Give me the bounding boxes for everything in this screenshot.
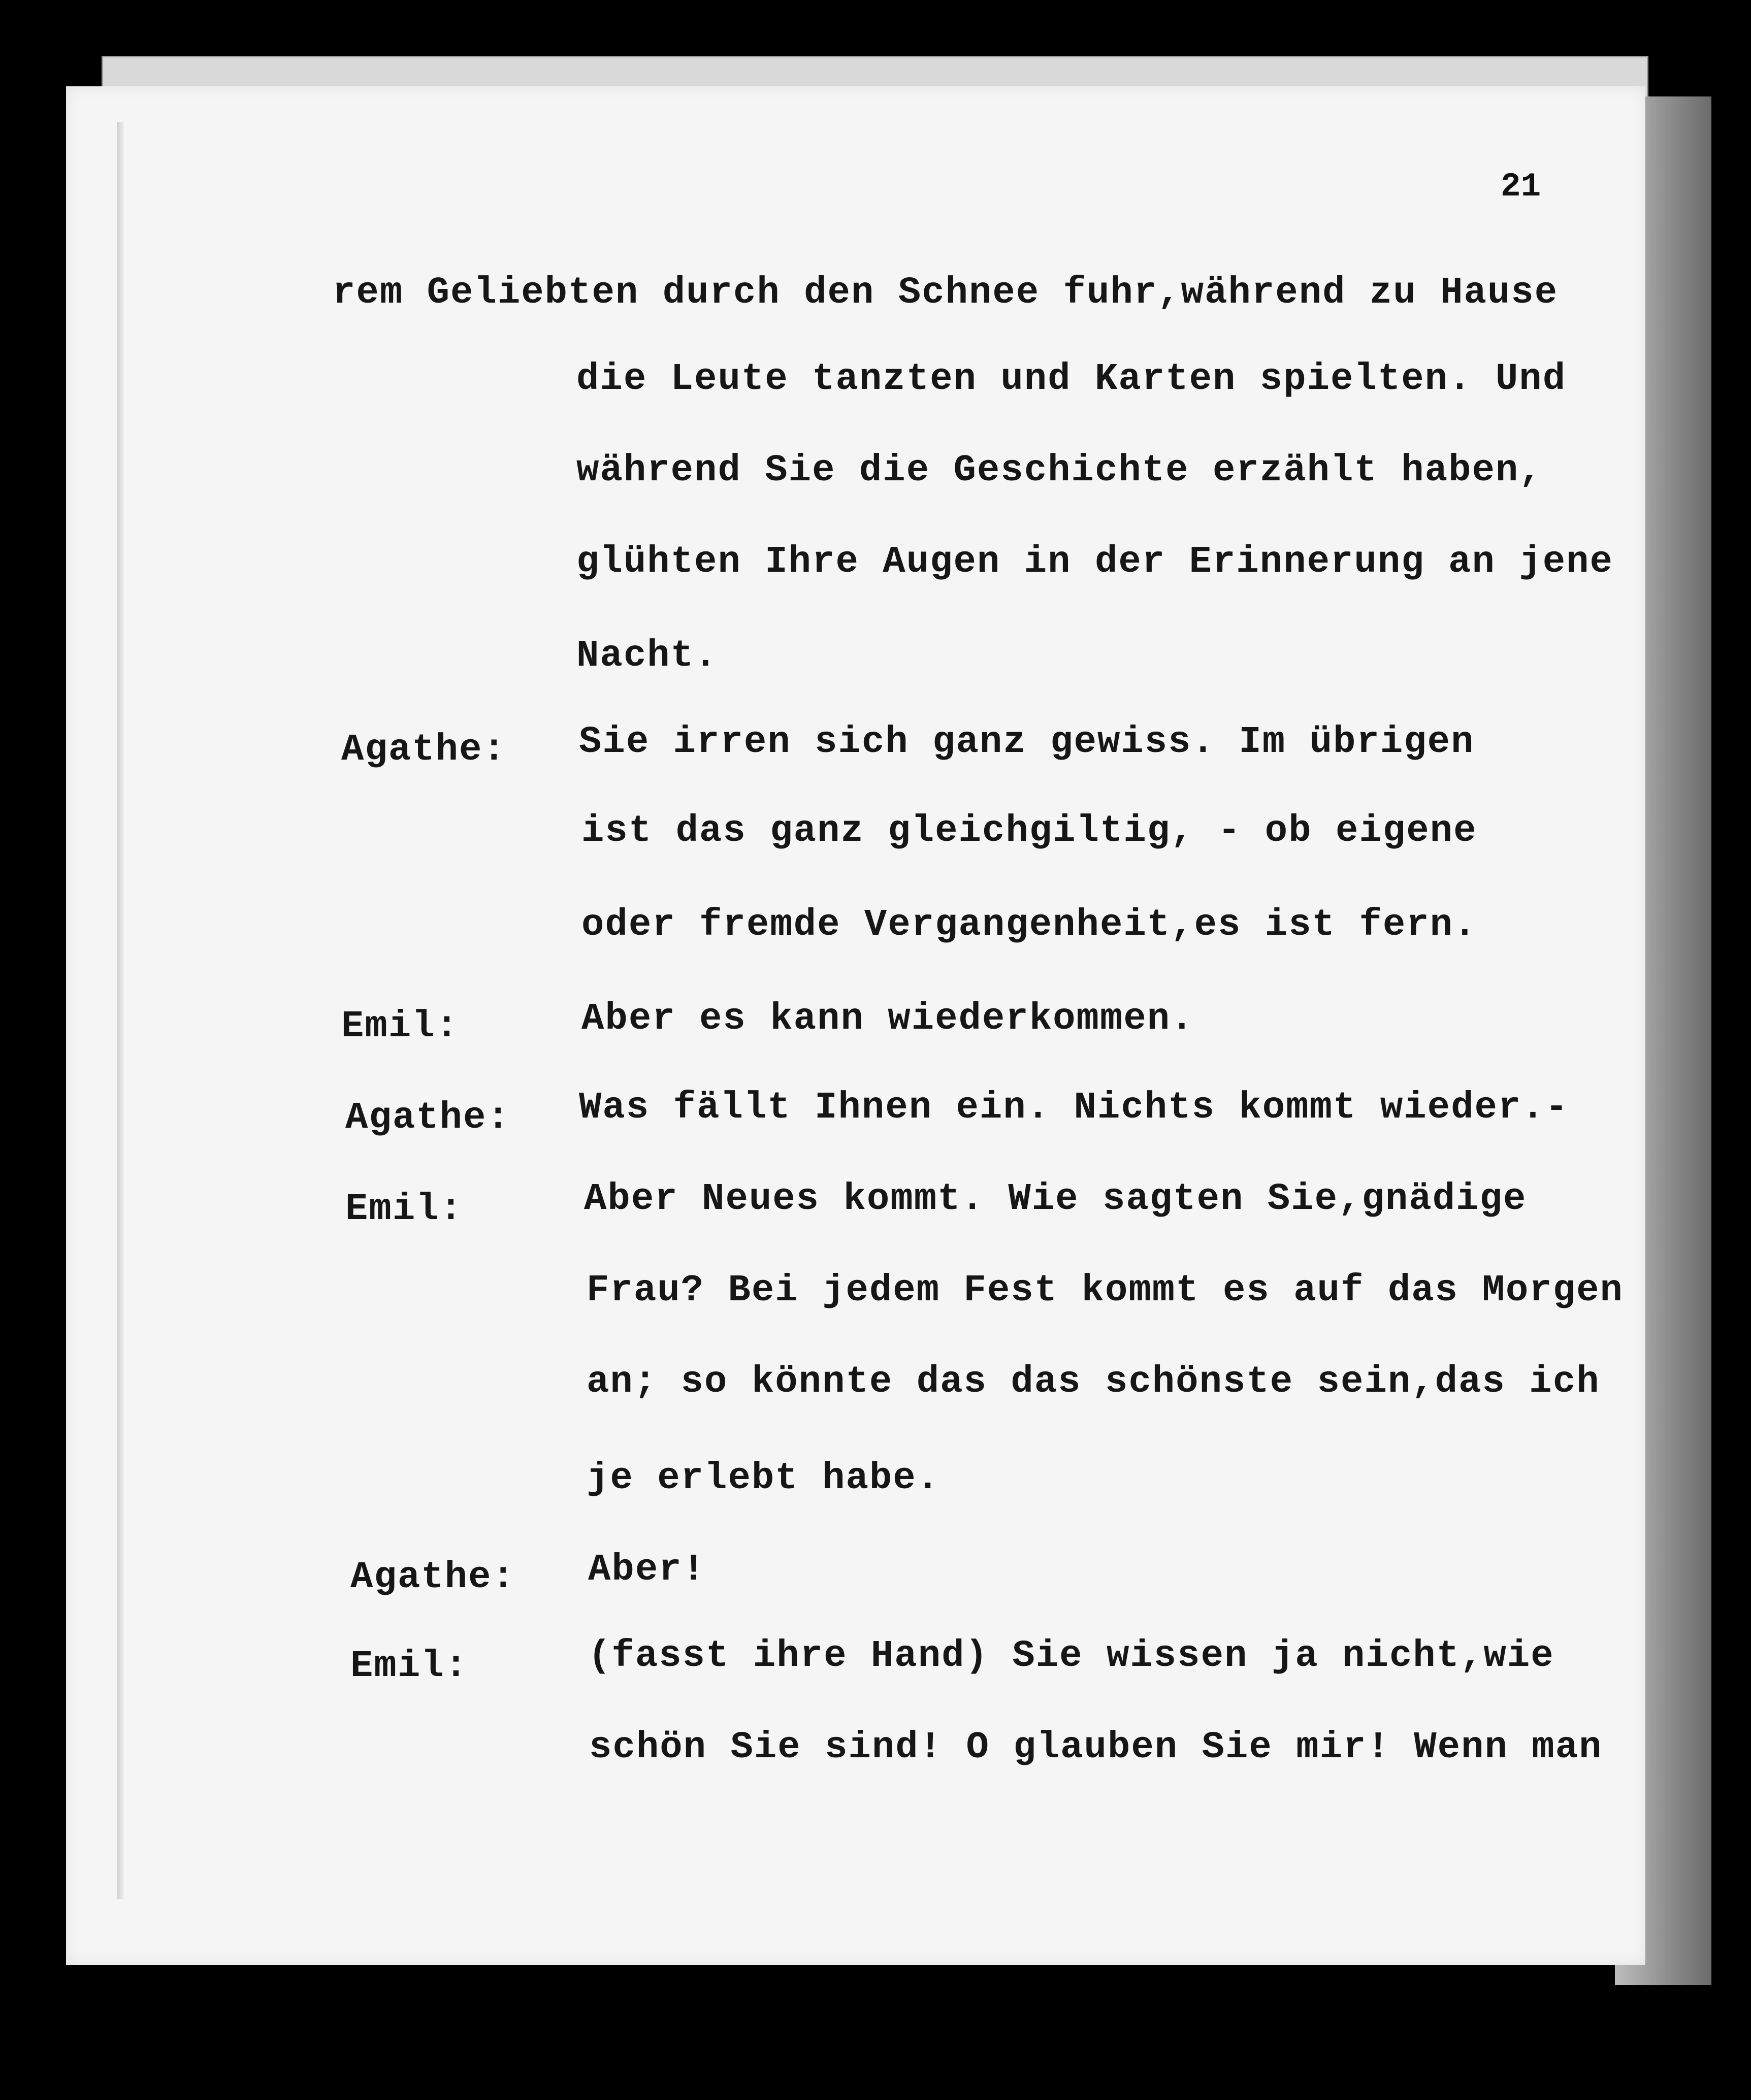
text-line-5: Nacht. bbox=[576, 635, 718, 677]
text-line-3: während Sie die Geschichte erzählt haben, bbox=[576, 449, 1543, 492]
speaker-emil-3: Emil: bbox=[350, 1645, 469, 1688]
text-line-11: Aber Neues kommt. Wie sagten Sie,gnädige bbox=[584, 1178, 1527, 1221]
text-line-9: Aber es kann wiederkommen. bbox=[581, 998, 1194, 1040]
text-line-14: je erlebt habe. bbox=[587, 1457, 941, 1500]
text-line-17: schön Sie sind! O glauben Sie mir! Wenn man bbox=[589, 1726, 1603, 1769]
text-line-8: oder fremde Vergangenheit,es ist fern. bbox=[581, 904, 1477, 946]
text-line-15: Aber! bbox=[588, 1549, 706, 1591]
speaker-agathe-2: Agathe: bbox=[345, 1097, 510, 1139]
text-line-6: Sie irren sich ganz gewiss. Im übrigen bbox=[579, 721, 1475, 764]
text-line-16: (fasst ihre Hand) Sie wissen ja nicht,wie bbox=[588, 1635, 1554, 1678]
speaker-agathe-1: Agathe: bbox=[341, 729, 506, 771]
page-fold-line bbox=[117, 122, 124, 1899]
text-line-2: die Leute tanzten und Karten spielten. Und bbox=[576, 358, 1567, 401]
speaker-emil-1: Emil: bbox=[341, 1005, 460, 1048]
text-line-4: glühten Ihre Augen in der Erinnerung an jene bbox=[576, 541, 1613, 583]
text-line-7: ist das ganz gleichgiltig, - ob eigene bbox=[581, 810, 1477, 852]
text-line-10: Was fällt Ihnen ein. Nichts kommt wieder.- bbox=[579, 1087, 1569, 1129]
text-line-1: rem Geliebten durch den Schnee fuhr,während zu Hause bbox=[333, 272, 1559, 314]
text-line-13: an; so könnte das das schönste sein,das ich bbox=[587, 1361, 1600, 1403]
speaker-emil-2: Emil: bbox=[345, 1188, 464, 1231]
text-line-12: Frau? Bei jedem Fest kommt es auf das Morgen bbox=[587, 1269, 1624, 1312]
page-number: 21 bbox=[1501, 168, 1541, 206]
speaker-agathe-3: Agathe: bbox=[350, 1556, 515, 1599]
